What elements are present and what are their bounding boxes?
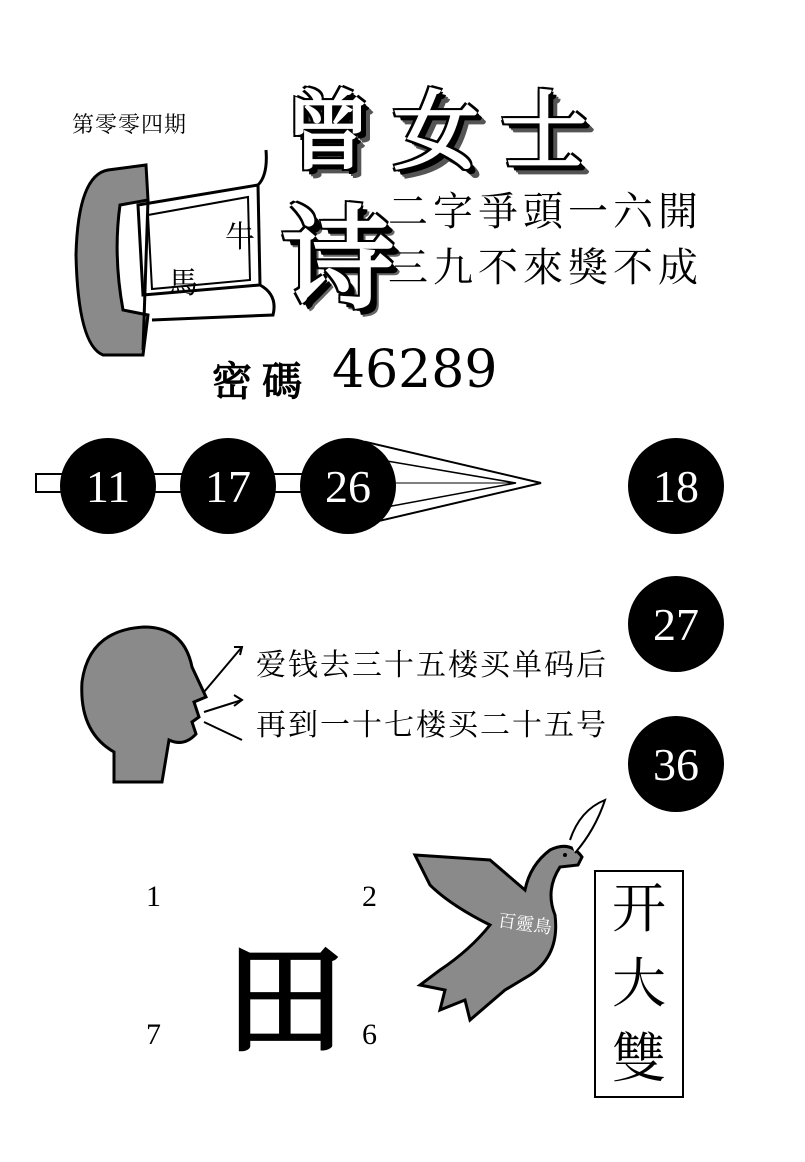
card-bottom-char: 馬: [168, 266, 198, 301]
code-value: 46289: [332, 340, 498, 400]
poem-line-1: 二字爭頭一六開: [388, 189, 703, 235]
speech-line-2: 再到一十七楼买二十五号: [256, 708, 608, 743]
box-char: 雙: [612, 1026, 666, 1090]
side-ball: 36: [628, 716, 724, 812]
field-char: 田: [225, 932, 345, 1071]
arrow-ball: 26: [300, 438, 396, 534]
side-ball: 18: [628, 438, 724, 534]
card-top-char: 牛: [225, 220, 255, 255]
arrow-ball: 17: [180, 438, 276, 534]
box-char: 开: [612, 877, 666, 941]
grid-digit-tr: 2: [362, 880, 377, 913]
issue-number: 第零零四期: [72, 113, 188, 138]
speech-line-1: 爱钱去三十五楼买单码后: [256, 648, 608, 683]
page-title: 曾女士: [285, 81, 609, 182]
side-ball: 27: [628, 576, 724, 672]
result-box: [594, 870, 684, 1098]
grid-digit-br: 6: [362, 1018, 377, 1051]
code-label: 密碼: [212, 359, 312, 405]
grid-digit-tl: 1: [146, 880, 161, 913]
grid-digit-bl: 7: [146, 1018, 161, 1051]
speaking-head-icon: [74, 622, 254, 787]
dove-text: 百靈鳥: [496, 910, 553, 939]
poem-char: 诗: [282, 195, 394, 325]
box-char: 大: [612, 951, 666, 1015]
arrow-ball: 11: [60, 438, 156, 534]
poem-line-2: 三九不來獎不成: [388, 245, 703, 291]
